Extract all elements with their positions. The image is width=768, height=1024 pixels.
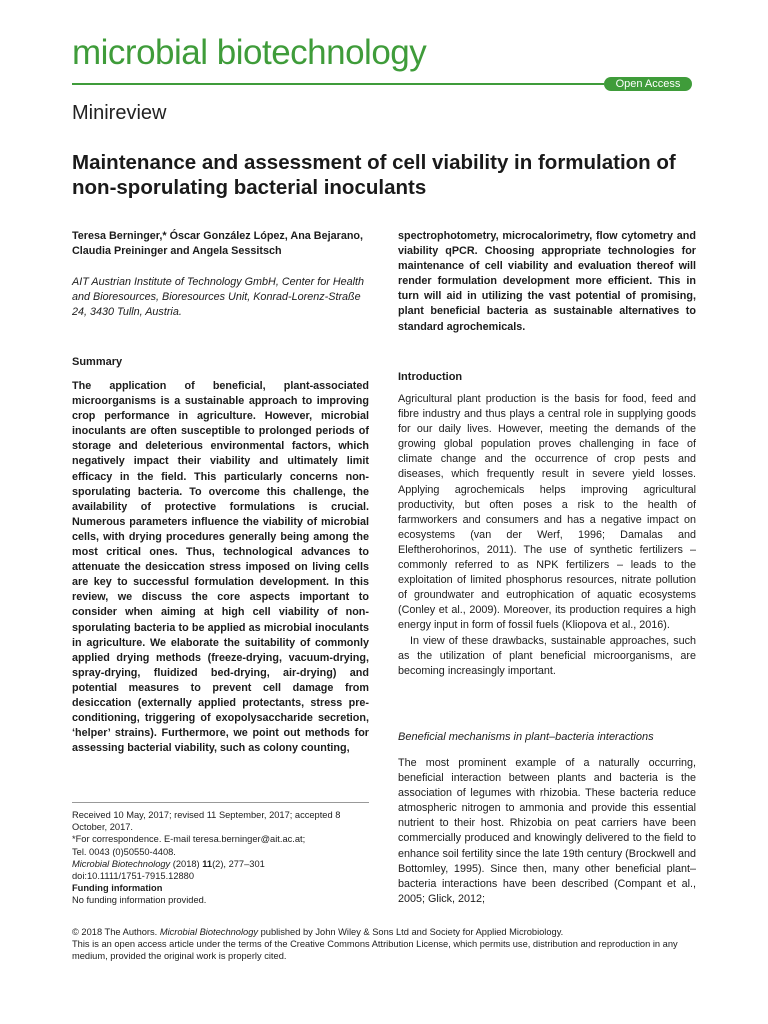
- subsection-paragraph-1: The most prominent example of a naturally occurring, beneficial interaction between plants and bacteria is the association of legumes with rhizobia. These bacteria reduce atmospheric nitrogen to ammonia and provide this essential nutrient to their host. Rhizobia on peat carriers have been commercially produced and knowingly delivered to the field to enhance soil fertility since the late 19th century (Brockwell and Bottomley, 1995). Since then, many other beneficial plant–bacteria interactions have been described (Compant et al., 2005; Glick, 2012;: [398, 757, 696, 905]
- citation-year: (2018): [170, 858, 203, 869]
- subsection-column: [398, 756, 696, 907]
- doi: doi:10.1111/1751-7915.12880: [72, 871, 195, 882]
- funding-heading: Funding information: [72, 883, 163, 894]
- intro-paragraph-1: Agricultural plant production is the basis for food, feed and fibre industry and thus plays a central role in supplying goods for our daily lives. However, meeting the demands of the growing global population proves challenging in face of climate change and the occurrence of crop pests and diseases, which frequently result in severe yield losses. Applying agrochemicals helps improving agricultural productivity, but often poses a risk to the health of farmworkers and consumers and has a negative impact on ecosystems (van der Werf, 1996; Damalas and Eleftherohorinos, 2011). The use of synthetic fertilizers – commonly referred to as NPK fertilizers – leads to the exploitation of limited phosphorus resources, nitrate pollution of groundwater and eutrophication of aquatic ecosystems (Conley et al., 2009). Moreover, its production requires a high energy input in form of fossil fuels (Kliopova et al., 2016).: [398, 393, 696, 632]
- funding-text: No funding information provided.: [72, 895, 207, 906]
- summary-heading: Summary: [72, 356, 123, 368]
- intro-paragraph-2: In view of these drawbacks, sustainable approaches, such as the utilization of plant beneficial microorganisms, are becoming increasingly important.: [398, 634, 696, 677]
- author-list: Teresa Berninger,* Óscar González López, Ana Bejarano, Claudia Preininger and Angela Sessitsch: [72, 230, 364, 257]
- summary-text-left: The application of beneficial, plant-associated microorganisms is a sustainable approach to improving crop performance in agriculture. However, microbial inoculants are often susceptible to prolonged periods of storage and deleterious environmental factors, which negatively impact their viability and ultimately limit efficacy in the field. This particularly concerns non-sporulating bacteria. To overcome this challenge, the availability of protective formulations is crucial. Numerous parameters influence the viability of microbial cells, with drying procedures generally being among the most critical ones. Thus, technological advances to attenuate the desiccation stress imposed on living cells are key to successful formulation development. In this review, we discuss the core aspects important to consider when aiming at high cell viability of non-sporulating bacteria to be applied as microbial inoculants in agriculture. We elaborate the suitability of commonly applied drying methods (freeze-drying, vacuum-drying, spray-drying, fluidized bed-drying, air-drying) and potential measures to prevent cell damage from desiccation (externally applied protectants, stress pre-conditioning, triggering of exopolysaccharide secretion, ‘helper’ strains). Furthermore, we point out methods for assessing bacterial viability, such as colony counting,: [72, 380, 369, 755]
- header-rule: [72, 83, 604, 85]
- summary-text-right: spectrophotometry, microcalorimetry, flow cytometry and viability qPCR. Choosing appropriate technologies for maintenance of cell viability and evaluation thereof will render formulation development more efficient. This in turn will aid in utilizing the vast potential of promising, plant beneficial bacteria as sustainable alternatives to standard agrochemicals.: [398, 230, 696, 333]
- footnote-divider: [72, 802, 369, 803]
- article-type: Minireview: [72, 102, 167, 124]
- copyright-prefix: © 2018 The Authors.: [72, 927, 160, 937]
- correspondence-phone: Tel. 0043 (0)50550-4408.: [72, 846, 176, 857]
- subsection-heading: Beneficial mechanisms in plant–bacteria interactions: [398, 731, 654, 743]
- introduction-column: [398, 392, 696, 679]
- copyright-publisher: published by John Wiley & Sons Ltd and Society for Applied Microbiology.: [258, 927, 564, 937]
- author-affiliation: AIT Austrian Institute of Technology GmbH, Center for Health and Bioresources, Bioresources Unit, Konrad-Lorenz-Straße 24, 3430 Tulln, Austria.: [72, 276, 365, 318]
- copyright-line-1: [72, 926, 698, 938]
- citation: [72, 858, 369, 870]
- summary-right-column: [398, 229, 696, 335]
- correspondence-email: *For correspondence. E-mail teresa.berninger@ait.ac.at;: [72, 834, 306, 845]
- received-dates: Received 10 May, 2017; revised 11 September, 2017; accepted 8 October, 2017.: [72, 810, 341, 833]
- introduction-heading: Introduction: [398, 371, 463, 383]
- copyright-journal: Microbial Biotechnology: [159, 927, 259, 937]
- summary-left-column: [72, 379, 369, 756]
- journal-name: microbial biotechnology: [72, 33, 427, 72]
- citation-pages: (2), 277–301: [212, 858, 265, 869]
- citation-journal: Microbial Biotechnology: [72, 858, 171, 869]
- copyright-notice: [72, 926, 698, 963]
- article-title: Maintenance and assessment of cell viability in formulation of non-sporulating bacterial inoculants: [72, 151, 676, 199]
- citation-volume: 11: [202, 858, 213, 869]
- license-text: This is an open access article under the terms of the Creative Commons Attribution License, which permits use, distribution and reproduction in any medium, provided the original work is properly cited.: [72, 939, 678, 962]
- open-access-badge: Open Access: [604, 77, 692, 91]
- article-footnotes: [72, 809, 369, 907]
